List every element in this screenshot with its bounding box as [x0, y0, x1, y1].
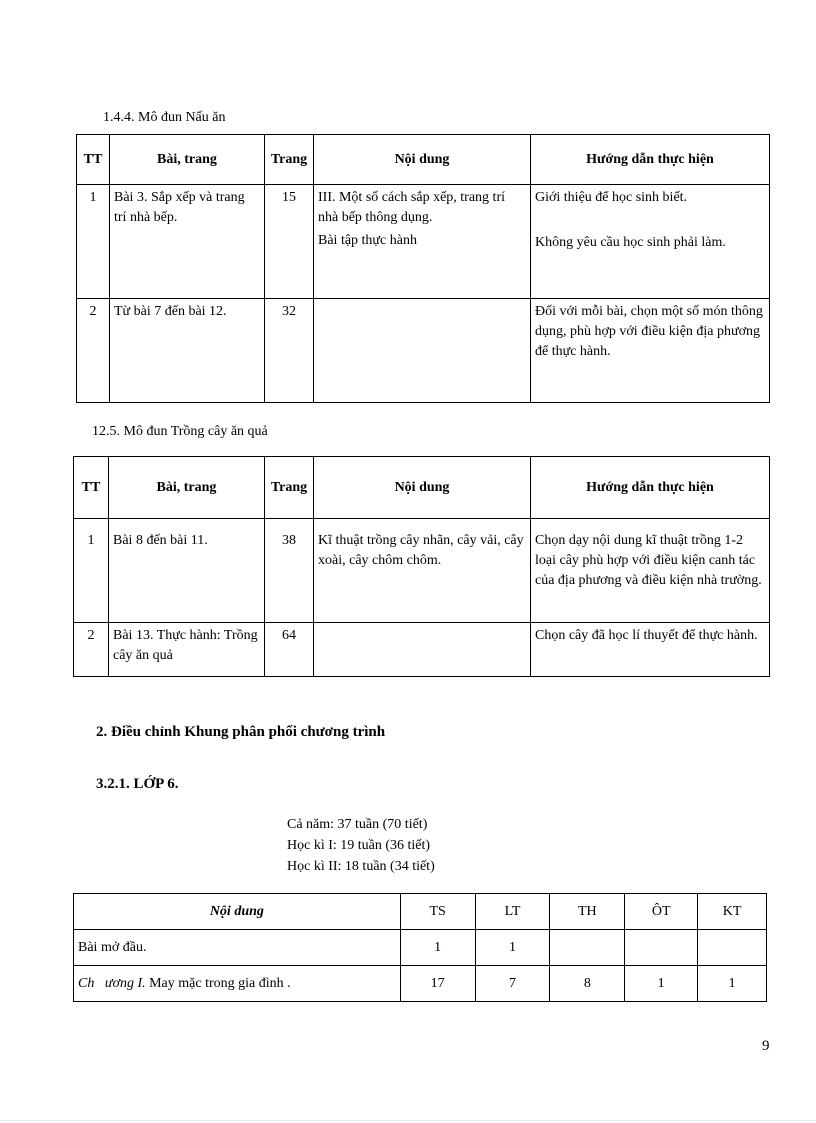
- row-ts: 17: [400, 966, 475, 1002]
- col-header-noi-dung: Nội dung: [74, 894, 401, 930]
- row-trang: 38: [282, 533, 296, 548]
- row-tt: 1: [87, 533, 95, 548]
- col-header-trang: Trang: [265, 135, 314, 185]
- row-bai: Từ bài 7 đến bài 12.: [114, 304, 227, 319]
- col-header-bai-trang: Bài, trang: [110, 135, 265, 185]
- row-huong-dan: Đối với mỗi bài, chọn một số món thông dụng, phù hợp với điều kiện địa phương để thực hành.: [535, 304, 763, 359]
- row-trang: 15: [282, 190, 296, 205]
- row-noi-dung: Bài mở đầu.: [78, 939, 147, 955]
- table-row: [74, 519, 770, 623]
- col-header-kt: KT: [698, 894, 767, 930]
- row-bai: Bài 3. Sắp xếp và trang trí nhà bếp.: [114, 190, 245, 225]
- col-header-trang: Trang: [265, 457, 314, 519]
- section-caption-trong-cay: 12.5. Mô đun Trồng cây ăn quả: [92, 424, 268, 439]
- col-header-ot: ÔT: [625, 894, 698, 930]
- table-header-row: [74, 457, 770, 519]
- row-noi-dung-practice: Bài tập thực hành: [318, 233, 417, 248]
- table-row: [74, 930, 767, 966]
- summary-year: Cả năm: 37 tuần (70 tiết): [287, 817, 428, 832]
- section-caption-nau-an: 1.4.4. Mô đun Nấu ăn: [103, 110, 226, 125]
- row-huong-dan: Chọn cây đã học lí thuyết để thực hành.: [535, 628, 758, 643]
- row-huong-dan-practice: Không yêu cầu học sinh phải làm.: [535, 235, 726, 250]
- col-header-bai-trang: Bài, trang: [109, 457, 265, 519]
- row-lt: 1: [475, 930, 550, 966]
- col-header-noi-dung: Nội dung: [314, 457, 531, 519]
- row-bai: Bài 13. Thực hành: Trồng cây ăn quả: [113, 628, 258, 663]
- row-ts: 1: [400, 930, 475, 966]
- row-noi-dung: Kĩ thuật trồng cây nhãn, cây vải, cây xoài, cây chôm chôm.: [318, 533, 524, 568]
- row-th: 8: [550, 966, 625, 1002]
- col-header-tt: TT: [74, 457, 109, 519]
- row-noi-dung: III. Một số cách sắp xếp, trang trí nhà bếp thông dụng.: [318, 190, 505, 225]
- row-huong-dan: Chọn dạy nội dung kĩ thuật trồng 1-2 loại cây phù hợp với điều kiện canh tác của địa phương và điều kiện nhà trường.: [535, 533, 762, 588]
- table-row: [74, 966, 767, 1002]
- col-header-ts: TS: [400, 894, 475, 930]
- table-row: [77, 299, 770, 403]
- table-header-row: [74, 894, 767, 930]
- summary-semester-2: Học kì II: 18 tuần (34 tiết): [287, 859, 435, 874]
- row-tt: 2: [89, 304, 97, 319]
- row-ot: 1: [625, 966, 698, 1002]
- page-bottom-divider: [0, 1120, 816, 1121]
- col-header-noi-dung: Nội dung: [314, 135, 531, 185]
- col-header-lt: LT: [475, 894, 550, 930]
- summary-semester-1: Học kì I: 19 tuần (36 tiết): [287, 838, 431, 853]
- col-header-th: TH: [550, 894, 625, 930]
- chapter-title: May mặc trong gia đình .: [145, 975, 291, 991]
- col-header-huong-dan: Hướng dẫn thực hiện: [531, 457, 770, 519]
- year-summary: [287, 814, 435, 877]
- table-phan-phoi: [73, 893, 767, 1002]
- section-heading-dieu-chinh: 2. Điều chỉnh Khung phân phối chương trình: [96, 724, 386, 740]
- row-ot: [625, 930, 698, 966]
- page-number: 9: [762, 1038, 770, 1054]
- row-noi-dung: [74, 971, 400, 997]
- row-lt: 7: [475, 966, 550, 1002]
- section-heading-lop-6: 3.2.1. LỚP 6.: [96, 776, 179, 792]
- row-kt: [698, 930, 767, 966]
- table-header-row: [77, 135, 770, 185]
- row-bai: Bài 8 đến bài 11.: [113, 533, 208, 548]
- chapter-label: Ch ương I.: [78, 975, 146, 991]
- row-trang: 32: [282, 304, 296, 319]
- table-nau-an: [76, 134, 770, 403]
- table-row: [74, 623, 770, 677]
- row-noi-dung: [314, 623, 530, 629]
- table-trong-cay: [73, 456, 770, 677]
- row-kt: 1: [698, 966, 767, 1002]
- row-huong-dan: Giới thiệu để học sinh biết.: [535, 190, 688, 205]
- table-row: [77, 185, 770, 299]
- row-tt: 2: [87, 628, 95, 643]
- col-header-tt: TT: [77, 135, 110, 185]
- row-trang: 64: [282, 628, 296, 643]
- row-th: [550, 930, 625, 966]
- col-header-huong-dan: Hướng dẫn thực hiện: [531, 135, 770, 185]
- row-noi-dung: [314, 299, 530, 305]
- row-tt: 1: [89, 190, 97, 205]
